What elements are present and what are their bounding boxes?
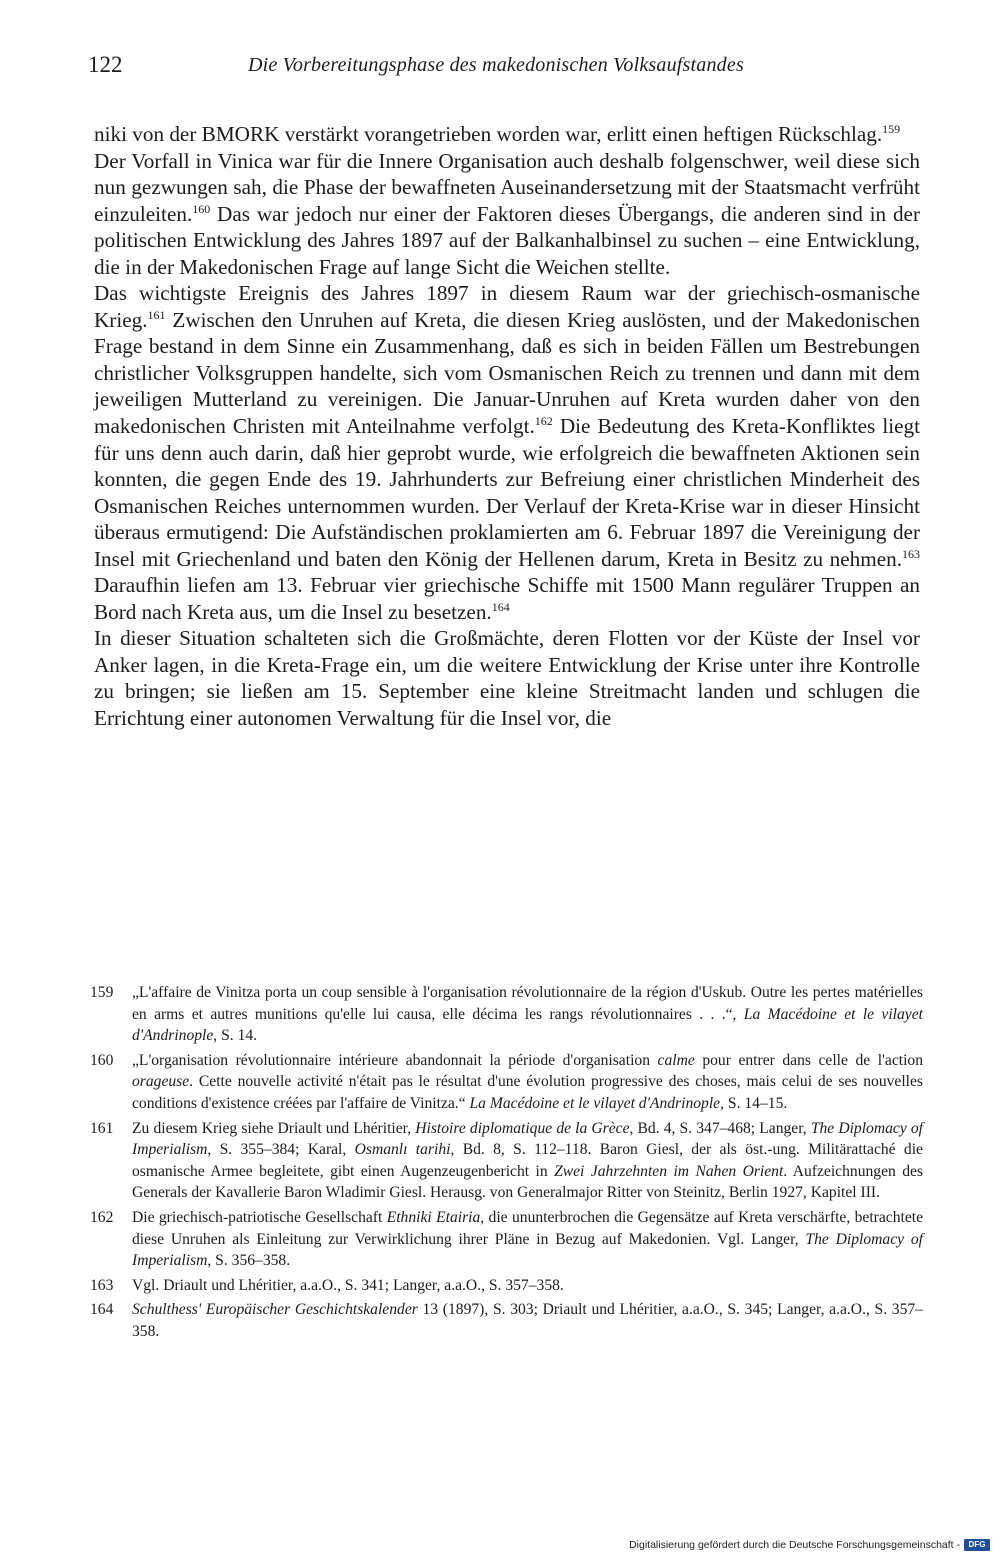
footnote-text: pour entrer dans celle de l'action	[694, 1051, 923, 1069]
footnote-text: , die ununterbrochen die Gegensätze auf Kreta verschärfte, betrachtete diese Unruhen als Einleitung zur Verwirklichung ihrer Pläne in Bezug auf Makedonien. Vgl. Langer,	[132, 1208, 923, 1248]
running-title: Die Vorbereitungsphase des makedonischen Volksaufstandes	[248, 54, 744, 76]
footnote-text: Vgl. Driault und Lhéritier, a.a.O., S. 341; Langer, a.a.O., S. 357–358.	[132, 1276, 564, 1294]
footnote	[90, 1275, 923, 1297]
paragraph-text: Das war jedoch nur einer der Faktoren dieses Übergangs, die anderen sind in der politischen Entwicklung des Jahres 1897 auf der Balkanhalbinsel zu suchen – eine Entwicklung, die in der Makedonischen Frage auf lange Sicht die Weichen stellte.	[94, 201, 920, 279]
footnote-title: Osmanlı tarihi	[354, 1141, 451, 1159]
paragraph	[94, 280, 920, 625]
footnote-text: , S. 356–358.	[207, 1252, 291, 1270]
running-header	[88, 52, 928, 82]
footnote	[90, 982, 923, 1047]
footnote-text: . Aufzeichnungen des Generals der Kavallerie Baron Wladimir Giesl. Herausg. von Generalmajor Ritter von Steinitz, Berlin 1927, Kapitel III.	[132, 1162, 924, 1202]
footnote-title: La Macédoine et le vilayet d'Andrinople	[132, 1005, 923, 1045]
footnote-number: 159	[90, 984, 114, 1001]
paragraph	[94, 148, 920, 281]
footnote-number: 163	[90, 1276, 114, 1294]
paragraph	[94, 625, 920, 731]
footnote-text: Zu diesem Krieg siehe Driault und Lhéritier,	[132, 1119, 416, 1137]
page-footer	[629, 1539, 990, 1551]
footnote-title: Ethniki Etairia	[386, 1208, 481, 1226]
paragraph-text: In dieser Situation schalteten sich die Großmächte, deren Flotten vor der Küste der Insel vor Anker lagen, in die Kreta-Frage ein, um die weitere Entwicklung der Krise unter ihre Kontrolle zu bringen; sie ließen am 15. September eine kleine Streitmacht landen und schlugen die Errichtung einer autonomen Verwaltung für die Insel vor, die	[94, 626, 920, 731]
page-number: 122	[88, 52, 123, 77]
footnote-ref[interactable]: 162	[534, 413, 553, 428]
footnotes	[90, 982, 923, 1346]
footnote-text: , Bd. 8, S. 112–118. Baron Giesl, der als öst.-ung. Militärattaché die osmanische Armee begleitete, gibt einen Augenzeugenbericht in	[132, 1141, 923, 1180]
footnote	[90, 1118, 923, 1204]
footnote-title: La Macédoine et le vilayet d'Andrinople	[469, 1094, 721, 1112]
footnote-text: , S. 14–15.	[720, 1094, 788, 1112]
footnote-number: 162	[90, 1208, 114, 1226]
footnote-text: , S. 14.	[213, 1027, 258, 1045]
footnote-title: The Diplomacy of Imperialism	[132, 1230, 923, 1270]
footnote-text: 13 (1897), S. 303; Driault und Lhéritier, a.a.O., S. 345; Langer, a.a.O., S. 357–358.	[132, 1301, 923, 1340]
footnote-ref[interactable]: 163	[902, 546, 920, 561]
footnote	[90, 1207, 923, 1272]
footnote-number: 164	[90, 1301, 114, 1319]
footnote-text: Die griechisch-patriotische Gesellschaft	[132, 1208, 387, 1226]
paragraph-text: Das wichtigste Ereignis des Jahres 1897 in diesem Raum war der griechisch-osmanische Krieg.	[94, 281, 920, 332]
footnote-ref[interactable]: 161	[147, 307, 166, 322]
footnote-text: „L'organisation révolutionnaire intérieure abandonnait la période d'organisation	[132, 1051, 658, 1069]
footnote-title: Histoire diplomatique de la Grèce	[415, 1119, 630, 1137]
footnote-ref[interactable]: 164	[491, 599, 510, 614]
paragraph-text: Zwischen den Unruhen auf Kreta, die diesen Krieg auslösten, und der Makedonischen Frage bestand in dem Sinne ein Zusammenhang, daß es sich in beiden Fällen um Bestrebungen christlicher Volksgruppen handelte, sich vom Osmanischen Reich zu trennen und dann mit dem jeweiligen Mutterland zu vereinigen. Die Januar-Unruhen auf Kreta wurden daher von den makedonischen Christen mit Anteilnahme verfolgt.	[94, 307, 920, 439]
paragraph-text: Die Bedeutung des Kreta-Konfliktes liegt für uns denn auch darin, daß hier geprobt wurde, wie erfolgreich die bewaffneten Aktionen sein konnten, die gegen Ende des 19. Jahrhunderts zur Befreiung einer christlichen Minderheit des Osmanischen Reiches unternommen wurden. Der Verlauf der Kreta-Krise war in dieser Hinsicht überaus ermutigend: Die Aufständischen proklamierten am 6. Februar 1897 die Vereinigung der Insel mit Griechenland und baten den König der Hellenen darum, Kreta in Besitz zu nehmen.	[94, 414, 920, 571]
footnote-number: 160	[90, 1051, 114, 1069]
footnote-text: . Cette nouvelle activité n'était pas le résultat d'une évolution progressive des choses, mais celui de ses nouvelles conditions d'existence créées par l'affaire de Vinitza.“	[132, 1073, 923, 1112]
footnote	[90, 1299, 923, 1342]
footnote-text: , S. 355–384; Karal,	[207, 1141, 355, 1159]
paragraph-text: Der Vorfall in Vinica war für die Innere Organisation auch deshalb folgenschwer, weil diese sich nun gezwungen sah, die Phase der bewaffneten Auseinandersetzung mit der Staatsmacht verfrüht einzuleiten.	[94, 148, 920, 226]
footnote-ref[interactable]: 160	[192, 201, 211, 216]
paragraph	[94, 121, 920, 148]
footnote-title: calme	[657, 1051, 695, 1069]
footnote-title: orageuse	[132, 1073, 190, 1091]
footnote-number: 161	[90, 1119, 114, 1137]
paragraph-text: niki von der BMORK verstärkt vorangetrieben worden war, erlitt einen heftigen Rückschlag.	[94, 122, 883, 146]
footnote-title: The Diplomacy of Imperialism	[132, 1119, 923, 1159]
footnote-title: Zwei Jahrzehnten im Nahen Orient	[554, 1162, 784, 1180]
paragraph-text: Daraufhin liefen am 13. Februar vier griechische Schiffe mit 1500 Mann regulärer Truppen an Bord nach Kreta aus, um die Insel zu besetzen.	[94, 573, 920, 624]
footnote-text: , Bd. 4, S. 347–468; Langer,	[629, 1119, 811, 1137]
body-text	[94, 121, 920, 732]
footnote-title: Schulthess' Europäischer Geschichtskalender	[132, 1301, 418, 1319]
footnote-text: „L'affaire de Vinitza porta un coup sensible à l'organisation révolutionnaire de la région d'Uskub. Outre les pertes matérielles en arms et autres munitions qu'elle lui causa, elle décima les rangs révolutionnaires . . .“,	[132, 984, 923, 1023]
dfg-logo: DFG	[964, 1539, 990, 1551]
footnote-ref[interactable]: 159	[882, 121, 901, 136]
footer-credit: Digitalisierung gefördert durch die Deutsche Forschungsgemeinschaft -	[629, 1539, 960, 1551]
footnote	[90, 1050, 923, 1115]
